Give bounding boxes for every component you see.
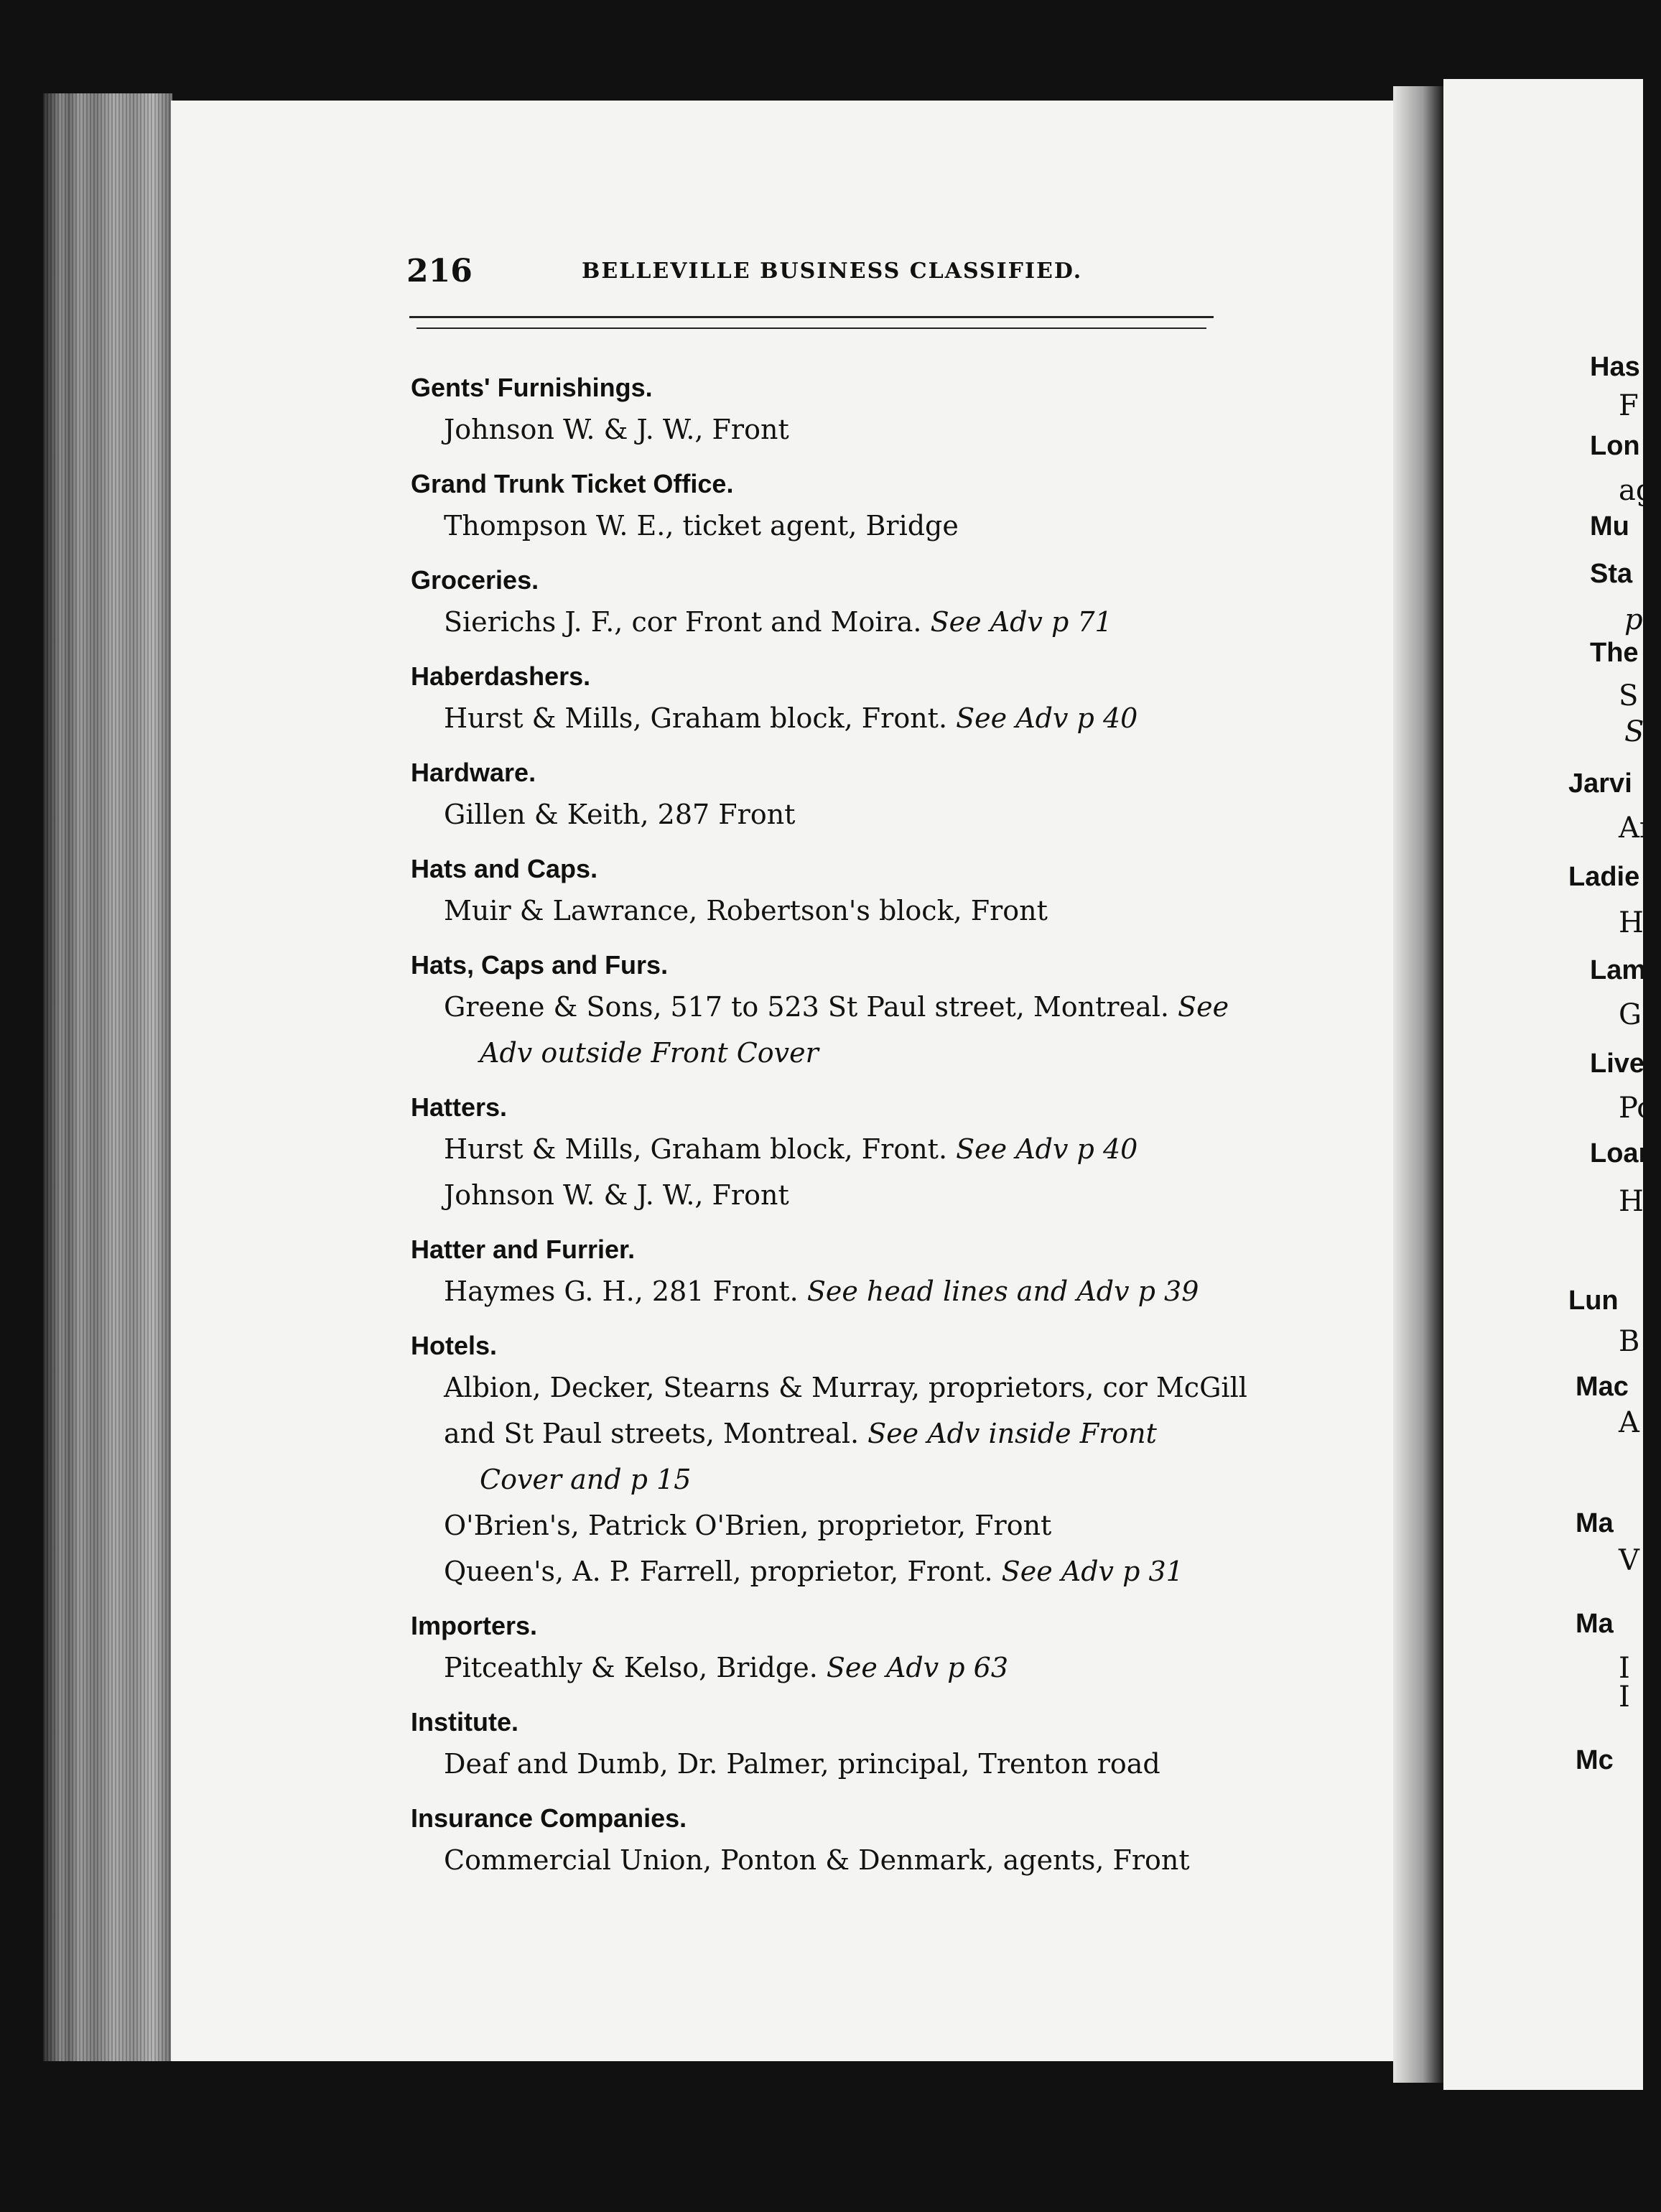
facing-category-fragment: Has xyxy=(1590,352,1640,382)
facing-category-fragment: Lam xyxy=(1590,955,1647,985)
category-heading: Gents' Furnishings. xyxy=(411,373,653,402)
facing-category-fragment: Ma xyxy=(1576,1609,1614,1639)
advertisement-reference: See Adv p 63 xyxy=(826,1652,1009,1683)
entry-text: Deaf and Dumb, Dr. Palmer, principal, Trenton road xyxy=(444,1748,1160,1780)
book-page-edges xyxy=(43,93,172,2061)
entry-text: Albion, Decker, Stearns & Murray, proprietors, cor McGill xyxy=(444,1372,1247,1403)
entry-text: Pitceathly & Kelso, Bridge. xyxy=(444,1652,818,1683)
facing-category-fragment: Live xyxy=(1590,1049,1645,1079)
advertisement-reference: Cover and p 15 xyxy=(480,1464,692,1495)
facing-line-fragment: An xyxy=(1619,812,1658,845)
facing-line-fragment: I xyxy=(1619,1652,1630,1685)
category-heading: Haberdashers. xyxy=(411,661,591,691)
listing-entry xyxy=(411,1365,1272,1411)
listing-entry xyxy=(411,984,1272,1030)
header-rule-thin xyxy=(417,327,1206,329)
facing-category-fragment: Ma xyxy=(1576,1508,1614,1538)
advertisement-reference: See head lines and Adv p 39 xyxy=(806,1275,1199,1307)
facing-line-fragment: F xyxy=(1619,389,1639,422)
facing-category-fragment: Loar xyxy=(1590,1138,1650,1168)
entry-text: O'Brien's, Patrick O'Brien, proprietor, Front xyxy=(444,1510,1052,1541)
listing-entry xyxy=(411,503,1272,549)
facing-line-fragment: S xyxy=(1624,715,1644,748)
entry-text: and St Paul streets, Montreal. xyxy=(444,1418,860,1449)
running-title: BELLEVILLE BUSINESS CLASSIFIED. xyxy=(582,259,1083,284)
advertisement-reference: See Adv p 71 xyxy=(930,606,1112,638)
listing-entry xyxy=(411,1268,1272,1314)
advertisement-reference: See Adv p 40 xyxy=(956,702,1138,734)
category-heading: Institute. xyxy=(411,1707,518,1737)
facing-category-fragment: The xyxy=(1590,638,1639,668)
entry-text: Sierichs J. F., cor Front and Moira. xyxy=(444,606,922,638)
category-heading: Insurance Companies. xyxy=(411,1803,687,1833)
entry-text: Johnson W. & J. W., Front xyxy=(444,414,789,445)
facing-category-fragment: Mc xyxy=(1576,1745,1614,1775)
listing-entry xyxy=(411,1548,1272,1594)
facing-category-fragment: Mac xyxy=(1576,1372,1629,1402)
entry-text: Muir & Lawrance, Robertson's block, Front xyxy=(444,895,1048,926)
facing-category-fragment: Sta xyxy=(1590,559,1633,589)
facing-category-fragment: Jarvi xyxy=(1568,768,1632,799)
facing-line-fragment: Po xyxy=(1619,1092,1655,1125)
listing-entry xyxy=(411,695,1272,741)
listing-entry xyxy=(411,1456,1272,1502)
entry-text: Greene & Sons, 517 to 523 St Paul street, Montreal. xyxy=(444,991,1169,1023)
listing-entry xyxy=(411,406,1272,452)
advertisement-reference: See Adv p 31 xyxy=(1001,1556,1183,1587)
listing-entry xyxy=(411,1172,1272,1218)
listing-entry xyxy=(411,1030,1272,1076)
entry-text: Hurst & Mills, Graham block, Front. xyxy=(444,1133,948,1165)
running-head xyxy=(406,253,1254,296)
category-heading: Hats and Caps. xyxy=(411,854,598,883)
facing-line-fragment: ag xyxy=(1619,474,1655,507)
listing-entry xyxy=(411,1411,1272,1456)
facing-category-fragment: Ladie xyxy=(1568,862,1640,892)
facing-category-fragment: Lon xyxy=(1590,431,1640,461)
listing-entry xyxy=(411,1126,1272,1172)
advertisement-reference: Adv outside Front Cover xyxy=(480,1037,819,1069)
facing-line-fragment: Go xyxy=(1619,998,1660,1031)
category-heading: Groceries. xyxy=(411,565,539,595)
listing-entry xyxy=(411,791,1272,837)
advertisement-reference: See Adv p 40 xyxy=(956,1133,1138,1165)
facing-line-fragment: B xyxy=(1619,1325,1640,1358)
header-rule xyxy=(409,316,1214,318)
book-gutter xyxy=(1393,86,1443,2083)
category-heading: Hatter and Furrier. xyxy=(411,1235,636,1264)
facing-line-fragment: I xyxy=(1619,1681,1630,1714)
category-heading: Grand Trunk Ticket Office. xyxy=(411,469,734,498)
entry-text: Johnson W. & J. W., Front xyxy=(444,1179,789,1211)
facing-line-fragment: S xyxy=(1619,679,1639,712)
facing-category-fragment: Lun xyxy=(1568,1286,1619,1316)
entry-text: Queen's, A. P. Farrell, proprietor, Front. xyxy=(444,1556,993,1587)
listing-entry xyxy=(411,888,1272,934)
category-heading: Hardware. xyxy=(411,758,536,787)
entry-text: Haymes G. H., 281 Front. xyxy=(444,1275,799,1307)
facing-line-fragment: H xyxy=(1619,1185,1644,1218)
category-heading: Hats, Caps and Furs. xyxy=(411,950,669,980)
listing-entry xyxy=(411,1837,1272,1883)
entry-text: Thompson W. E., ticket agent, Bridge xyxy=(444,510,959,542)
classified-listing xyxy=(411,356,1272,1883)
entry-text: Commercial Union, Ponton & Denmark, agents, Front xyxy=(444,1844,1190,1876)
entry-text: Gillen & Keith, 287 Front xyxy=(444,799,796,830)
listing-entry xyxy=(411,1502,1272,1548)
listing-entry xyxy=(411,1645,1272,1691)
facing-line-fragment: p xyxy=(1624,603,1643,636)
advertisement-reference: See Adv inside Front xyxy=(867,1418,1157,1449)
facing-line-fragment: Ha xyxy=(1619,906,1661,939)
facing-line-fragment: V xyxy=(1619,1544,1639,1577)
category-heading: Importers. xyxy=(411,1611,538,1640)
page-number: 216 xyxy=(406,253,473,289)
category-heading: Hatters. xyxy=(411,1092,508,1122)
advertisement-reference: See xyxy=(1178,991,1229,1023)
listing-entry xyxy=(411,599,1272,645)
facing-line-fragment: A xyxy=(1619,1406,1639,1439)
listing-entry xyxy=(411,1741,1272,1787)
facing-page-text xyxy=(1568,0,1661,2212)
category-heading: Hotels. xyxy=(411,1331,498,1360)
entry-text: Hurst & Mills, Graham block, Front. xyxy=(444,702,948,734)
facing-category-fragment: Mu xyxy=(1590,511,1629,542)
